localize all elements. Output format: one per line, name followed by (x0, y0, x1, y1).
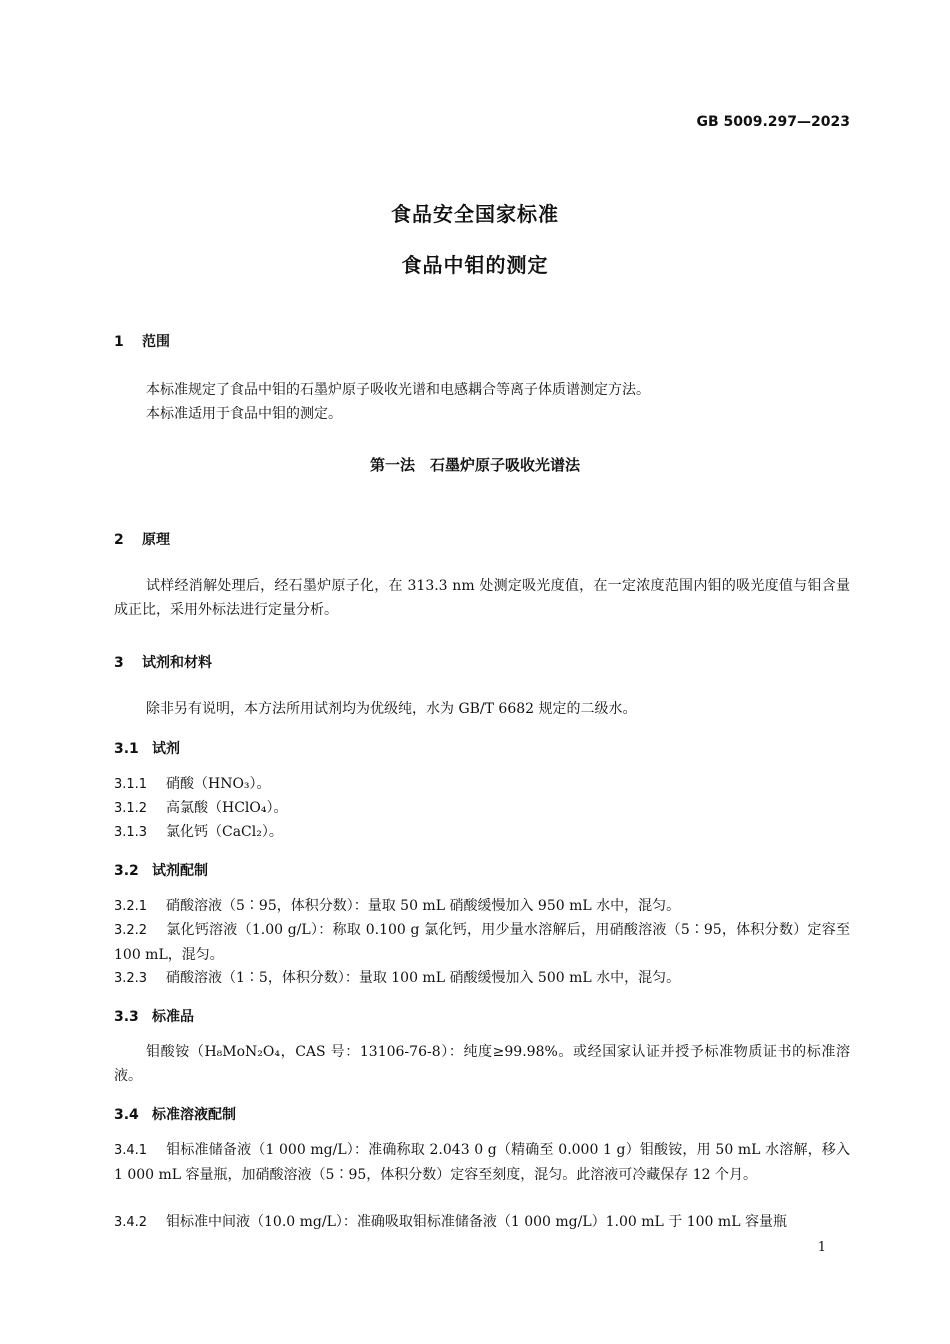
item-text: 氯化钙（CaCl₂）。 (166, 824, 283, 840)
section-heading-3-1 (114, 738, 180, 758)
item-text: 硝酸溶液（1∶5，体积分数）：量取 100 mL 硝酸缓慢加入 500 mL 水中，混匀。 (166, 970, 681, 986)
item-number: 3.4.1 (114, 1143, 148, 1158)
list-item (114, 1210, 850, 1235)
section-heading-3 (114, 652, 212, 672)
section-number: 2 (114, 532, 124, 548)
section-heading-3-4 (114, 1104, 236, 1124)
section-title: 范围 (142, 334, 170, 350)
section-title: 标准溶液配制 (152, 1107, 236, 1123)
section-heading-3-3 (114, 1006, 194, 1026)
standard-number: GB 5009.297—2023 (696, 114, 850, 130)
section-title: 试剂和材料 (142, 655, 212, 671)
list-item (114, 772, 850, 797)
item-number: 3.2.1 (114, 899, 148, 914)
section-title: 标准品 (152, 1009, 194, 1025)
section-title: 试剂 (152, 741, 180, 757)
section-title: 原理 (142, 532, 170, 548)
main-title: 食品安全国家标准 (391, 202, 559, 226)
section-number: 3.3 (114, 1009, 139, 1025)
item-text: 钼标准储备液（1 000 mg/L）：准确称取 2.043 0 g（精确至 0.000 1 g）钼酸铵，用 50 mL 水溶解，移入 1 000 mL 容量瓶，加硝酸溶液（5∶95，体积分数）定容至刻度，混匀。此溶液可冷藏保存 12 个月。 (114, 1142, 850, 1183)
list-item (114, 918, 850, 967)
section-heading-1 (114, 331, 170, 351)
item-text: 高氯酸（HClO₄）。 (166, 800, 288, 816)
sub-title: 食品中钼的测定 (401, 253, 549, 277)
list-item (114, 820, 850, 845)
page-number: 1 (817, 1240, 826, 1255)
section-number: 3 (114, 655, 124, 671)
section-heading-3-2 (114, 860, 208, 880)
paragraph-scope-2: 本标准适用于食品中钼的测定。 (146, 406, 342, 422)
section-number: 3.4 (114, 1107, 139, 1123)
paragraph-principle: 试样经消解处理后，经石墨炉原子化，在 313.3 nm 处测定吸光度值，在一定浓度范围内钼的吸光度值与钼含量成正比，采用外标法进行定量分析。 (114, 578, 850, 618)
item-number: 3.1.1 (114, 777, 148, 792)
item-text: 氯化钙溶液（1.00 g/L）：称取 0.100 g 氯化钙，用少量水溶解后，用硝酸溶液（5∶95，体积分数）定容至 100 mL，混匀。 (114, 922, 850, 963)
item-number: 3.2.3 (114, 971, 148, 986)
paragraph-standard-material: 钼酸铵（H₈MoN₂O₄，CAS 号：13106-76-8）：纯度≥99.98%。或经国家认证并授予标准物质证书的标准溶液。 (114, 1044, 850, 1084)
section-number: 3.1 (114, 741, 139, 757)
list-item (114, 894, 850, 919)
method-heading: 第一法 石墨炉原子吸收光谱法 (369, 456, 580, 474)
item-text: 硝酸溶液（5∶95，体积分数）：量取 50 mL 硝酸缓慢加入 950 mL 水中，混匀。 (166, 898, 681, 914)
item-text: 钼标准中间液（10.0 mg/L）：准确吸取钼标准储备液（1 000 mg/L）1.00 mL 于 100 mL 容量瓶 (166, 1214, 787, 1230)
item-number: 3.1.3 (114, 825, 148, 840)
item-number: 3.4.2 (114, 1215, 148, 1230)
paragraph-scope-1: 本标准规定了食品中钼的石墨炉原子吸收光谱和电感耦合等离子体质谱测定方法。 (146, 382, 650, 398)
item-number: 3.1.2 (114, 801, 148, 816)
section-number: 1 (114, 334, 124, 350)
list-item (114, 1138, 850, 1187)
section-heading-2 (114, 529, 170, 549)
section-title: 试剂配制 (152, 863, 208, 879)
list-item (114, 966, 850, 991)
section-number: 3.2 (114, 863, 139, 879)
paragraph-reagents-intro: 除非另有说明，本方法所用试剂均为优级纯，水为 GB/T 6682 规定的二级水。 (146, 701, 637, 717)
item-text: 硝酸（HNO₃）。 (166, 776, 271, 792)
list-item (114, 796, 850, 821)
item-number: 3.2.2 (114, 923, 148, 938)
